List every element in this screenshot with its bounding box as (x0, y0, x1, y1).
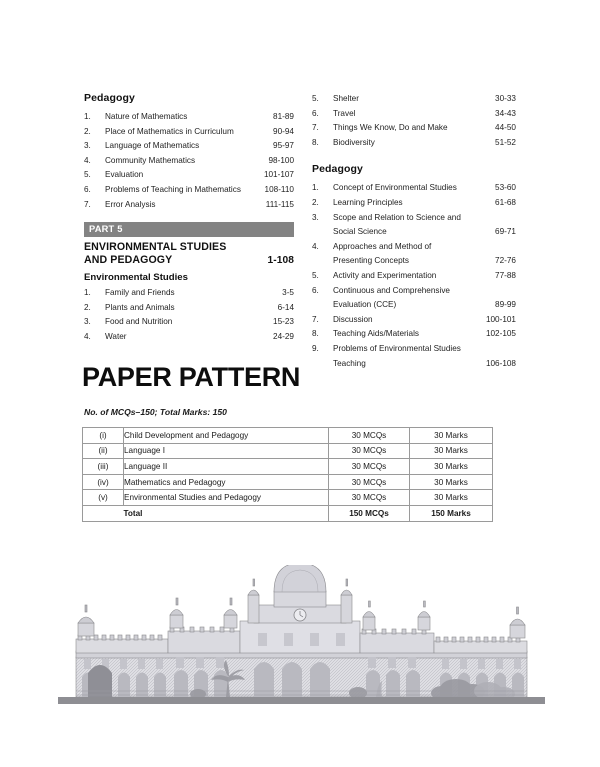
entry-pages: 111-115 (265, 199, 294, 209)
entry-pages: 89-99 (495, 300, 516, 310)
row-number: (iii) (83, 459, 124, 475)
toc-entry[interactable] (84, 154, 294, 169)
entry-title: Error Analysis (105, 199, 156, 209)
entry-pages: 30-33 (495, 94, 516, 103)
entry-title: Learning Principles (333, 197, 403, 207)
entry-pages: 106-108 (485, 358, 516, 368)
entry-number: 1. (84, 288, 91, 297)
toc-entry[interactable] (84, 139, 294, 154)
entry-pages: 44-50 (495, 123, 516, 133)
table-row (83, 490, 493, 506)
row-number: (iv) (83, 474, 124, 490)
entry-number: 8. (312, 137, 319, 147)
toc-entry[interactable] (312, 181, 516, 196)
part-title-block (84, 241, 294, 267)
entry-pages: 51-52 (495, 137, 516, 147)
entry-number: 3. (84, 141, 91, 151)
entry-pages: 6-14 (277, 302, 294, 312)
entry-title: Nature of Mathematics (105, 112, 188, 121)
table-row (83, 443, 493, 459)
entry-pages: 77-88 (495, 270, 516, 280)
entry-title: Community Mathematics (105, 155, 196, 165)
toc-entry[interactable] (84, 330, 294, 345)
entry-pages: 3-5 (282, 288, 294, 297)
row-marks: 30 Marks (410, 443, 493, 459)
entry-title: Problems of Environmental Studies Teaching (333, 343, 461, 368)
page-title: PAPER PATTERN (82, 362, 301, 392)
subsection-heading-environmental-studies: Environmental Studies (84, 272, 188, 283)
entry-pages: 108-110 (264, 184, 294, 194)
entry-number: 1. (312, 183, 319, 193)
entry-number: 4. (312, 241, 319, 251)
part-banner-label: PART 5 (89, 224, 123, 234)
entry-pages: 101-107 (263, 170, 294, 180)
toc-entry[interactable] (312, 121, 516, 136)
row-number: (ii) (83, 443, 124, 459)
toc-right-column (312, 92, 516, 371)
entry-title: Biodiversity (333, 137, 375, 147)
toc-entry[interactable] (312, 269, 516, 284)
toc-entry[interactable] (312, 342, 516, 371)
toc-list-environmental-studies-continued (312, 92, 516, 150)
entry-title: Approaches and Method of Presenting Concepts (333, 241, 432, 266)
row-subject: Environmental Studies and Pedagogy (124, 490, 329, 506)
entry-title: Teaching Aids/Materials (333, 329, 420, 339)
entry-number: 3. (312, 212, 319, 222)
entry-pages: 72-76 (495, 256, 516, 266)
entry-title: Language of Mathematics (105, 141, 200, 151)
entry-pages: 98-100 (268, 155, 294, 165)
row-marks: 30 Marks (410, 490, 493, 506)
entry-number: 6. (312, 108, 319, 118)
entry-title: Scope and Relation to Science and Social Science (333, 212, 461, 237)
entry-number: 7. (312, 123, 319, 133)
entry-title: Continuous and Comprehensive Evaluation (CCE) (333, 285, 450, 310)
toc-entry[interactable] (84, 125, 294, 140)
row-mcqs: 30 MCQs (329, 490, 410, 506)
toc-list-pedagogy-evs (312, 181, 516, 371)
row-number: (v) (83, 490, 124, 506)
toc-entry[interactable] (84, 198, 294, 213)
row-marks: 30 Marks (410, 428, 493, 444)
row-marks: 30 Marks (410, 474, 493, 490)
toc-list-environmental-studies (84, 286, 294, 344)
toc-entry[interactable] (312, 240, 516, 269)
entry-title: Plants and Animals (105, 302, 175, 312)
entry-pages: 90-94 (273, 126, 294, 136)
ground-bar (58, 697, 545, 704)
entry-number: 2. (84, 302, 91, 312)
part-title-pages: 1-108 (267, 255, 294, 267)
part-title-line-2-text: AND PEDAGOGY (84, 254, 173, 267)
row-mcqs: 30 MCQs (329, 459, 410, 475)
toc-entry[interactable] (312, 196, 516, 211)
entry-title: Things We Know, Do and Make (333, 123, 448, 133)
toc-entry[interactable] (312, 327, 516, 342)
row-mcqs: 30 MCQs (329, 428, 410, 444)
entry-title: Problems of Teaching in Mathematics (105, 184, 241, 194)
paper-pattern-table-wrapper (82, 427, 488, 522)
entry-pages: 102-105 (485, 329, 516, 339)
entry-title: Concept of Environmental Studies (333, 183, 457, 193)
toc-entry[interactable] (312, 284, 516, 313)
heritage-building-illustration (58, 565, 545, 707)
entry-number: 7. (312, 314, 319, 324)
toc-entry[interactable] (312, 107, 516, 122)
toc-entry[interactable] (84, 110, 294, 125)
toc-entry[interactable] (84, 301, 294, 316)
part-title-line-2 (84, 254, 294, 267)
row-subject: Language I (124, 443, 329, 459)
entry-pages: 15-23 (273, 317, 294, 327)
row-mcqs: 30 MCQs (329, 443, 410, 459)
toc-list-pedagogy-math (84, 110, 294, 212)
entry-pages: 24-29 (273, 331, 294, 341)
part-title-line-1: ENVIRONMENTAL STUDIES (84, 241, 227, 253)
entry-title: Food and Nutrition (105, 317, 173, 327)
entry-title: Shelter (333, 94, 359, 103)
section-heading-pedagogy-evs: Pedagogy (312, 163, 363, 176)
entry-title: Discussion (333, 314, 373, 324)
row-number: (i) (83, 428, 124, 444)
row-mcqs: 30 MCQs (329, 474, 410, 490)
entry-title: Place of Mathematics in Curriculum (105, 126, 234, 136)
entry-number: 5. (84, 170, 91, 180)
entry-number: 5. (312, 270, 319, 280)
toc-entry[interactable] (312, 211, 516, 240)
entry-number: 4. (84, 155, 91, 165)
entry-pages: 81-89 (273, 112, 294, 121)
table-row (83, 428, 493, 444)
section-heading-pedagogy-math: Pedagogy (84, 92, 135, 104)
toc-entry[interactable] (312, 136, 516, 151)
entry-title: Evaluation (105, 170, 144, 180)
total-row-number (83, 505, 124, 521)
total-marks: 150 Marks (410, 505, 493, 521)
table-total-row (83, 505, 493, 521)
entry-number: 1. (84, 112, 91, 121)
entry-number: 2. (312, 197, 319, 207)
entry-title: Water (105, 331, 127, 341)
paper-pattern-table (82, 427, 493, 522)
entry-pages: 69-71 (495, 227, 516, 237)
row-subject: Child Development and Pedagogy (124, 428, 329, 444)
entry-pages: 61-68 (495, 197, 516, 207)
part-banner (84, 222, 294, 237)
toc-entry[interactable] (312, 313, 516, 328)
toc-entry[interactable] (84, 315, 294, 330)
table-row (83, 474, 493, 490)
entry-number: 5. (312, 94, 319, 103)
toc-entry[interactable] (84, 286, 294, 301)
entry-title: Travel (333, 108, 356, 118)
entry-pages: 53-60 (495, 183, 516, 193)
entry-title: Activity and Experimentation (333, 270, 437, 280)
row-marks: 30 Marks (410, 459, 493, 475)
toc-entry[interactable] (84, 183, 294, 198)
entry-pages: 100-101 (485, 314, 516, 324)
entry-number: 6. (84, 184, 91, 194)
toc-left-column (84, 92, 294, 212)
total-label: Total (124, 505, 329, 521)
total-mcqs: 150 MCQs (329, 505, 410, 521)
row-subject: Mathematics and Pedagogy (124, 474, 329, 490)
entry-pages: 95-97 (273, 141, 294, 151)
row-subject: Language II (124, 459, 329, 475)
toc-entry[interactable] (312, 92, 516, 107)
entry-number: 7. (84, 199, 91, 209)
entry-number: 9. (312, 343, 319, 353)
toc-entry[interactable] (84, 168, 294, 183)
entry-number: 2. (84, 126, 91, 136)
paper-pattern-subtitle: No. of MCQs–150; Total Marks: 150 (84, 407, 227, 417)
entry-number: 8. (312, 329, 319, 339)
entry-number: 6. (312, 285, 319, 295)
table-row (83, 459, 493, 475)
entry-pages: 34-43 (495, 108, 516, 118)
entry-title: Family and Friends (105, 288, 175, 297)
entry-number: 4. (84, 331, 91, 341)
entry-number: 3. (84, 317, 91, 327)
